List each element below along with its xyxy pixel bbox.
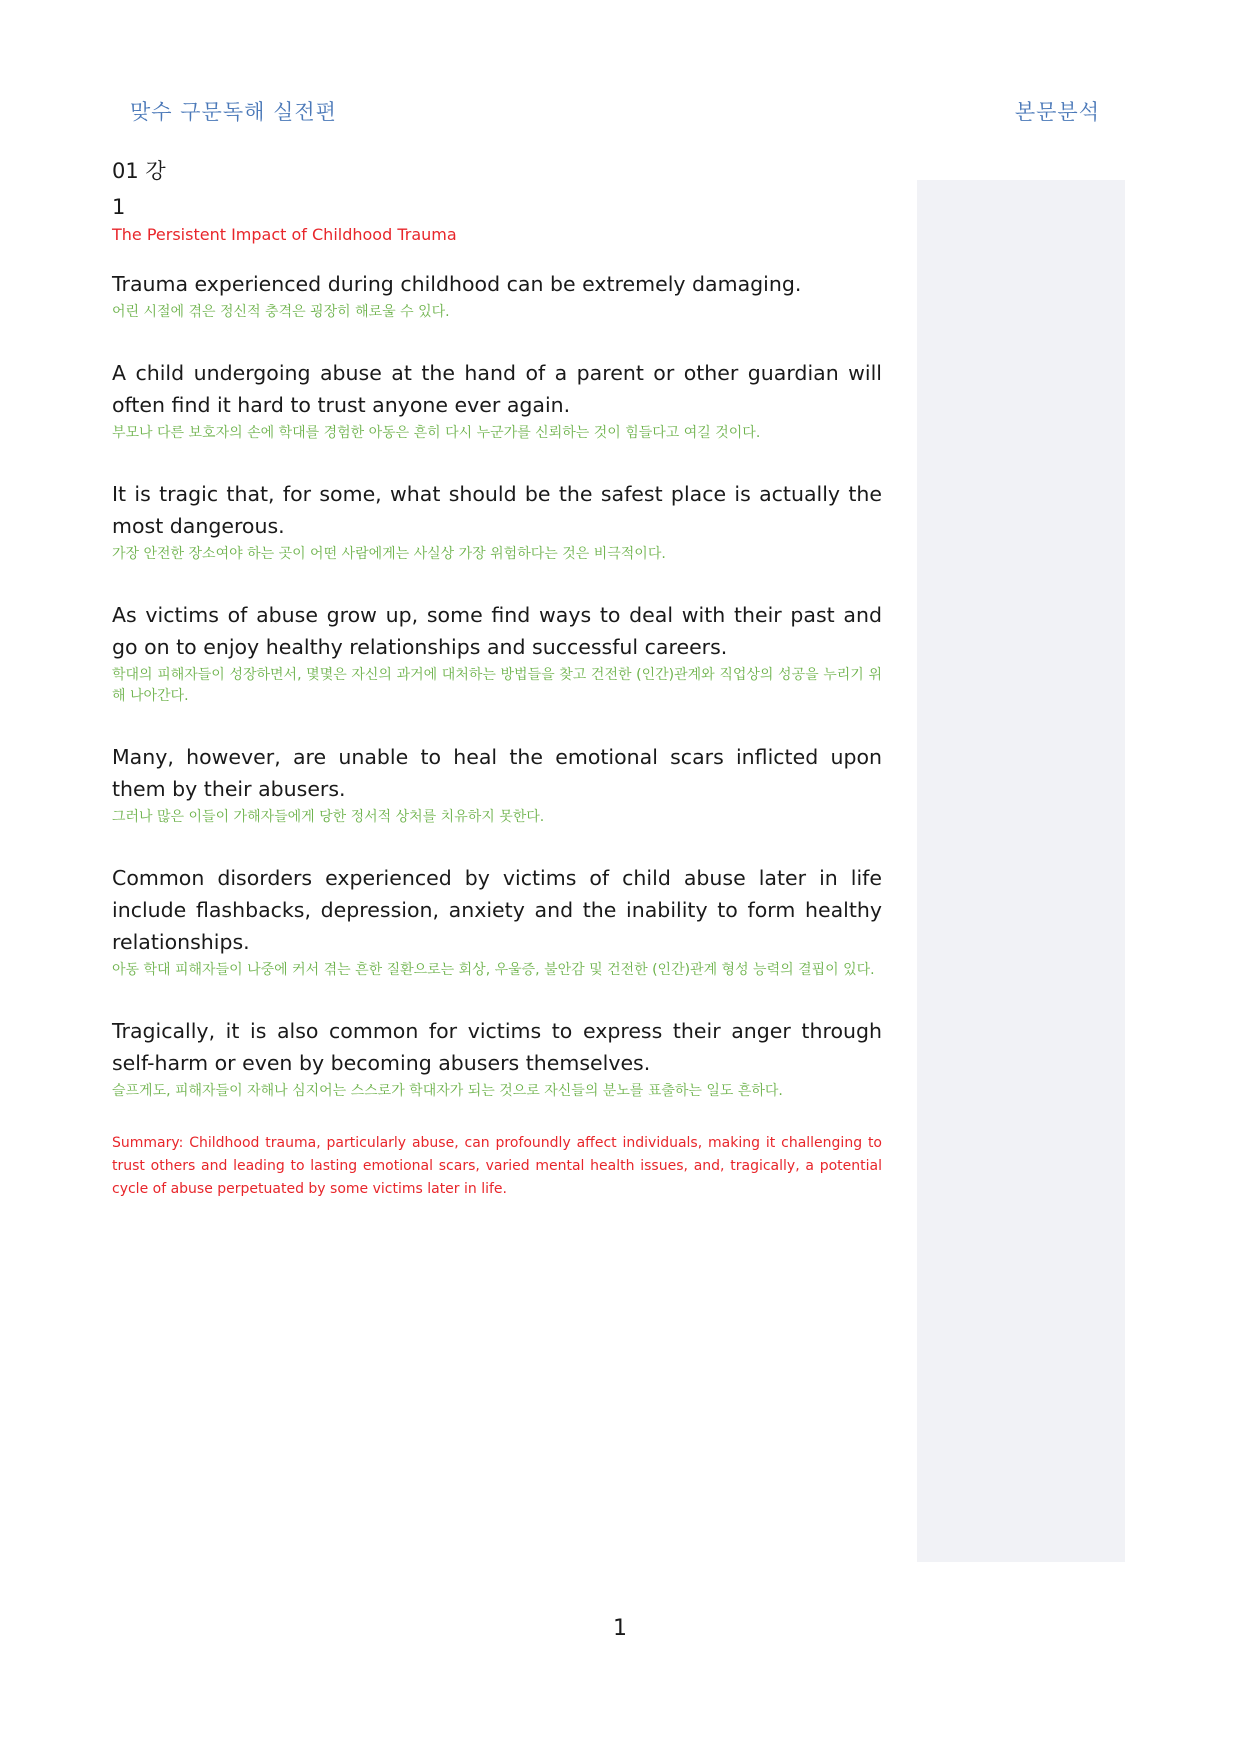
korean-translation: 그러나 많은 이들이 가해자들에게 당한 정서적 상처를 치유하지 못한다. [112,809,545,825]
sentence-pair [112,741,882,828]
notes-panel [917,180,1125,1562]
english-sentence: It is tragic that, for some, what should be the safest place is actually the most dangerous. [112,482,882,538]
book-title: 맞수 구문독해 실전편 [130,100,337,124]
sentence-pair [112,599,882,707]
passage-summary: Summary: Childhood trauma, particularly abuse, can profoundly affect individuals, making it challenging to trust others and leading to lasting emotional scars, varied mental health issues, and, tragically, a potential cycle of abuse perpetuated by some victims later in life. [112,1135,882,1197]
sentence-pair [112,478,882,565]
korean-translation: 가장 안전한 장소여야 하는 곳이 어떤 사람에게는 사실상 가장 위험하다는 것은 비극적이다. [112,546,666,562]
korean-translation: 어린 시절에 겪은 정신적 충격은 굉장히 해로울 수 있다. [112,304,450,320]
english-sentence: Many, however, are unable to heal the emotional scars inflicted upon them by their abusers. [112,745,882,801]
section-title: 본문분석 [1014,100,1100,124]
korean-translation: 아동 학대 피해자들이 나중에 커서 겪는 흔한 질환으로는 회상, 우울증, 불안감 및 건전한 (인간)관계 형성 능력의 결핍이 있다. [112,962,875,978]
english-sentence: A child undergoing abuse at the hand of a parent or other guardian will often find it hard to trust anyone ever again. [112,361,882,417]
passage-number: 1 [112,195,126,219]
sentence-pair [112,268,882,323]
korean-translation: 부모나 다른 보호자의 손에 학대를 경험한 아동은 흔히 다시 누군가를 신뢰하는 것이 힘들다고 여길 것이다. [112,425,761,441]
page-number: 1 [613,1616,627,1641]
sentence-pair [112,1015,882,1102]
sentence-pair [112,357,882,444]
english-sentence: As victims of abuse grow up, some find ways to deal with their past and go on to enjoy healthy relationships and successful careers. [112,603,882,659]
english-sentence: Tragically, it is also common for victims to express their anger through self-harm or even by becoming abusers themselves. [112,1019,882,1075]
korean-translation: 슬프게도, 피해자들이 자해나 심지어는 스스로가 학대자가 되는 것으로 자신들의 분노를 표출하는 일도 흔하다. [112,1083,783,1099]
korean-translation: 학대의 피해자들이 성장하면서, 몇몇은 자신의 과거에 대처하는 방법들을 찾고 건전한 (인간)관계와 직업상의 성공을 누리기 위해 나아간다. [112,667,882,704]
sentence-list [112,268,882,1102]
passage-title: The Persistent Impact of Childhood Trauma [112,225,457,244]
english-sentence: Common disorders experienced by victims of child abuse later in life include flashbacks, depression, anxiety and the inability to form healthy relationships. [112,866,882,954]
lesson-label: 01 강 [112,159,166,183]
lesson-content [112,156,882,1201]
sentence-pair [112,862,882,981]
english-sentence: Trauma experienced during childhood can be extremely damaging. [112,272,802,296]
